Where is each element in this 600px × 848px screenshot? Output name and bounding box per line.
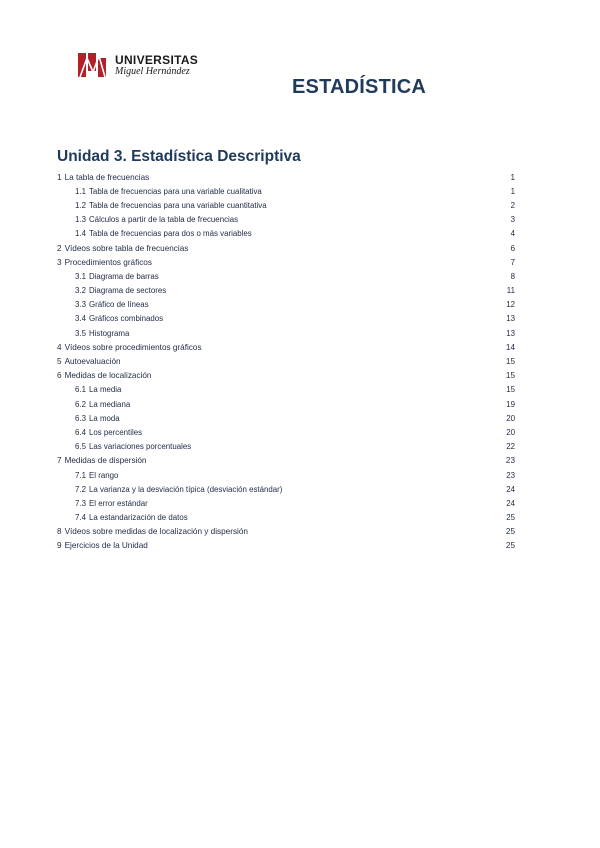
toc-entry-number: 9 bbox=[57, 541, 62, 551]
toc-entry-text: Gráficos combinados bbox=[88, 314, 164, 324]
toc-entry-text: Vídeos sobre tabla de frecuencias bbox=[64, 243, 189, 253]
toc-entry-page: 23 bbox=[505, 456, 515, 466]
toc-entry-number: 6.5 bbox=[75, 442, 86, 452]
toc-entry[interactable] bbox=[57, 440, 515, 454]
toc-entry-label bbox=[75, 187, 262, 196]
toc-entry[interactable] bbox=[57, 241, 515, 255]
toc-entry[interactable] bbox=[57, 496, 515, 510]
toc-entry-text: Medidas de localización bbox=[64, 371, 152, 381]
toc-entry-label bbox=[75, 414, 120, 423]
toc-entry-label bbox=[57, 244, 188, 253]
toc-entry-page: 6 bbox=[510, 243, 515, 253]
toc-entry-text: Ejercicios de la Unidad bbox=[64, 541, 148, 551]
toc-entry-label bbox=[57, 541, 148, 550]
toc-entry-label bbox=[75, 215, 238, 224]
logo-line1: UNIVERSITAS bbox=[115, 52, 199, 67]
toc-entry-label bbox=[75, 471, 118, 480]
toc-entry-label bbox=[75, 400, 130, 409]
toc-entry[interactable] bbox=[57, 340, 515, 354]
toc-entry-text: Diagrama de barras bbox=[88, 271, 159, 281]
toc-entry-number: 7.2 bbox=[75, 484, 86, 494]
toc-entry[interactable] bbox=[57, 397, 515, 411]
toc-entry-label bbox=[57, 173, 149, 182]
toc-entry-number: 7.3 bbox=[75, 498, 86, 508]
toc-entry[interactable] bbox=[57, 369, 515, 383]
toc-entry-number: 6.1 bbox=[75, 385, 86, 395]
toc-entry[interactable] bbox=[57, 539, 515, 553]
toc-entry-label bbox=[75, 499, 148, 508]
toc-entry-number: 3.1 bbox=[75, 271, 86, 281]
toc-entry-number: 1.2 bbox=[75, 200, 86, 210]
toc-entry-page: 25 bbox=[505, 527, 515, 537]
toc-entry[interactable] bbox=[57, 312, 515, 326]
toc-entry-number: 1.4 bbox=[75, 229, 86, 239]
toc-entry-page: 19 bbox=[506, 399, 515, 409]
toc-entry-text: Tabla de frecuencias para una variable cualitativa bbox=[88, 186, 262, 196]
toc-entry-label bbox=[75, 286, 166, 295]
toc-entry-number: 3 bbox=[57, 257, 62, 267]
toc-entry-page: 25 bbox=[505, 541, 515, 551]
toc-entry-page: 14 bbox=[505, 342, 515, 352]
toc-entry-label bbox=[57, 357, 121, 366]
toc-entry-text: Los percentiles bbox=[88, 427, 143, 437]
toc-entry-label bbox=[75, 442, 191, 451]
toc-entry-label bbox=[57, 343, 202, 352]
toc-entry-text: Histograma bbox=[88, 328, 130, 338]
toc-entry-text: Medidas de dispersión bbox=[64, 456, 147, 466]
toc-entry-number: 7.4 bbox=[75, 513, 86, 523]
toc-entry-number: 6.4 bbox=[75, 427, 86, 437]
toc-entry-text: La tabla de frecuencias bbox=[64, 172, 150, 182]
toc-entry-page: 22 bbox=[506, 442, 515, 452]
toc-entry-text: La moda bbox=[88, 413, 120, 423]
toc-entry-number: 3.2 bbox=[75, 286, 86, 296]
toc-entry[interactable] bbox=[57, 213, 515, 227]
toc-entry-number: 1 bbox=[57, 172, 62, 182]
logo-line2: Miguel Hernández bbox=[115, 65, 190, 77]
toc-entry-text: Cálculos a partir de la tabla de frecuencias bbox=[88, 215, 239, 225]
toc-entry[interactable] bbox=[57, 468, 515, 482]
toc-entry-number: 7 bbox=[57, 456, 62, 466]
toc-entry-page: 25 bbox=[506, 513, 515, 523]
toc-entry-label bbox=[75, 314, 163, 323]
toc-entry-page: 15 bbox=[506, 385, 515, 395]
toc-entry[interactable] bbox=[57, 454, 515, 468]
toc-entry[interactable] bbox=[57, 411, 515, 425]
toc-entry-text: Tabla de frecuencias para una variable cuantitativa bbox=[88, 200, 267, 210]
toc-entry-text: Autoevaluación bbox=[64, 357, 121, 367]
toc-entry-label bbox=[57, 456, 147, 465]
toc-entry-page: 15 bbox=[505, 357, 515, 367]
toc-entry-page: 24 bbox=[506, 498, 515, 508]
toc-entry-number: 3.3 bbox=[75, 300, 86, 310]
toc-entry[interactable] bbox=[57, 482, 515, 496]
toc-entry-page: 20 bbox=[506, 413, 515, 423]
toc-entry[interactable] bbox=[57, 383, 515, 397]
toc-entry-page: 13 bbox=[506, 328, 515, 338]
toc-entry-label bbox=[57, 258, 152, 267]
table-of-contents bbox=[57, 170, 515, 553]
toc-entry-page: 20 bbox=[506, 427, 515, 437]
toc-entry-label bbox=[75, 513, 188, 522]
toc-entry-text: La estandarización de datos bbox=[88, 513, 188, 523]
toc-entry[interactable] bbox=[57, 184, 515, 198]
toc-entry-page: 3 bbox=[510, 215, 515, 225]
toc-entry-text: Tabla de frecuencias para dos o más variables bbox=[88, 229, 252, 239]
toc-entry[interactable] bbox=[57, 425, 515, 439]
document-title: ESTADÍSTICA bbox=[292, 76, 427, 98]
toc-entry-number: 3.4 bbox=[75, 314, 86, 324]
toc-entry-number: 5 bbox=[57, 357, 62, 367]
toc-entry-number: 4 bbox=[57, 342, 62, 352]
toc-entry[interactable] bbox=[57, 354, 515, 368]
toc-entry-text: La media bbox=[88, 385, 122, 395]
toc-entry-label bbox=[75, 428, 142, 437]
toc-entry[interactable] bbox=[57, 255, 515, 269]
toc-entry[interactable] bbox=[57, 170, 515, 184]
toc-entry-text: Gráfico de líneas bbox=[88, 300, 149, 310]
toc-entry-label bbox=[75, 300, 149, 309]
toc-entry-label bbox=[57, 527, 248, 536]
toc-entry-text: Las variaciones porcentuales bbox=[88, 442, 192, 452]
toc-entry-page: 12 bbox=[506, 300, 515, 310]
toc-entry-label bbox=[75, 229, 252, 238]
toc-entry-page: 15 bbox=[505, 371, 515, 381]
toc-entry-text: Vídeos sobre procedimientos gráficos bbox=[64, 342, 202, 352]
toc-entry-label bbox=[75, 272, 159, 281]
toc-entry-label bbox=[75, 201, 267, 210]
toc-entry[interactable] bbox=[57, 511, 515, 525]
toc-entry-label bbox=[75, 385, 121, 394]
umh-logo-icon bbox=[77, 50, 111, 80]
toc-entry-page: 4 bbox=[510, 229, 515, 239]
toc-entry-number: 7.1 bbox=[75, 470, 86, 480]
toc-entry-number: 3.5 bbox=[75, 328, 86, 338]
toc-entry-page: 2 bbox=[510, 200, 515, 210]
toc-entry-label bbox=[75, 485, 282, 494]
toc-entry[interactable] bbox=[57, 227, 515, 241]
toc-entry-text: Procedimientos gráficos bbox=[64, 257, 152, 267]
unit-title: Unidad 3. Estadística Descriptiva bbox=[57, 148, 301, 165]
toc-entry-page: 11 bbox=[506, 286, 515, 296]
toc-entry-text: El error estándar bbox=[88, 498, 148, 508]
toc-entry-number: 6.3 bbox=[75, 413, 86, 423]
toc-entry-text: El rango bbox=[88, 470, 119, 480]
toc-entry-page: 8 bbox=[510, 271, 515, 281]
toc-entry-number: 6.2 bbox=[75, 399, 86, 409]
toc-entry-page: 1 bbox=[510, 186, 515, 196]
toc-entry-text: Diagrama de sectores bbox=[88, 286, 167, 296]
toc-entry-number: 8 bbox=[57, 527, 62, 537]
toc-entry-label bbox=[75, 329, 129, 338]
toc-entry-number: 1.3 bbox=[75, 215, 86, 225]
toc-entry[interactable] bbox=[57, 198, 515, 212]
toc-entry-text: La mediana bbox=[88, 399, 131, 409]
toc-entry-text: La varianza y la desviación típica (desviación estándar) bbox=[88, 484, 283, 494]
toc-entry-number: 6 bbox=[57, 371, 62, 381]
toc-entry-page: 24 bbox=[506, 484, 515, 494]
university-logo bbox=[77, 50, 198, 80]
toc-entry-page: 13 bbox=[506, 314, 515, 324]
toc-entry[interactable] bbox=[57, 298, 515, 312]
toc-entry[interactable] bbox=[57, 326, 515, 340]
toc-entry-page: 7 bbox=[510, 257, 515, 267]
toc-entry-page: 1 bbox=[510, 172, 515, 182]
toc-entry-number: 1.1 bbox=[75, 186, 86, 196]
toc-entry[interactable] bbox=[57, 525, 515, 539]
toc-entry[interactable] bbox=[57, 269, 515, 283]
toc-entry-text: Vídeos sobre medidas de localización y dispersión bbox=[64, 527, 248, 537]
toc-entry-label bbox=[57, 371, 152, 380]
toc-entry-number: 2 bbox=[57, 243, 62, 253]
toc-entry[interactable] bbox=[57, 284, 515, 298]
toc-entry-page: 23 bbox=[506, 470, 515, 480]
